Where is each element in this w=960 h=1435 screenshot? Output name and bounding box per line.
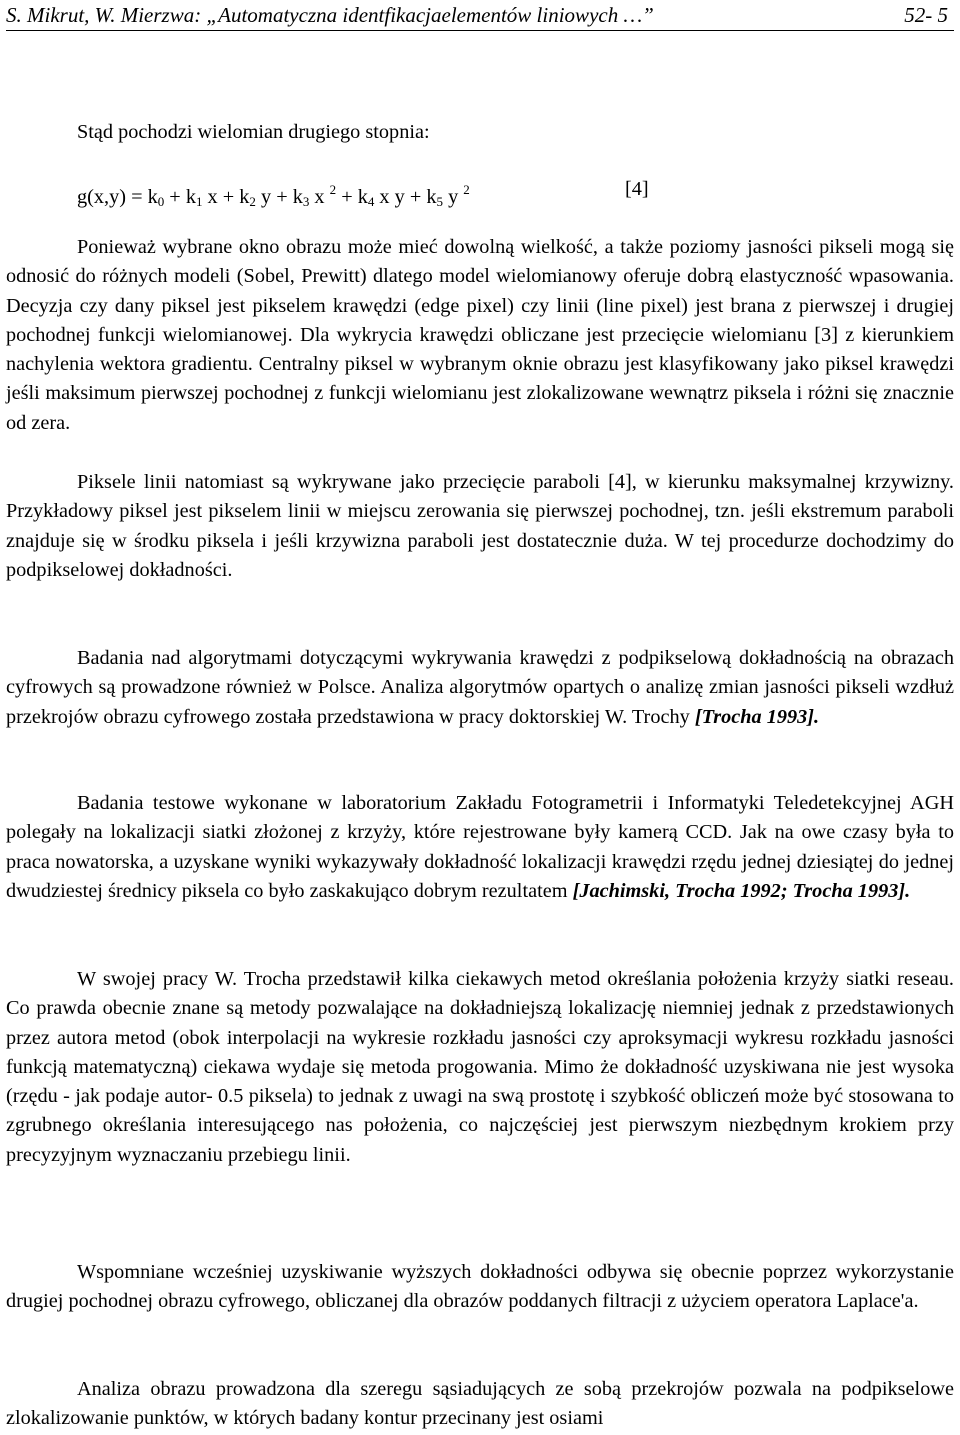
running-header — [6, 2, 954, 30]
equation: $g(x,y) = k_0 + k_1$ $x + k_2$ $y + k_3$ x $^2 + k_4$ x $y + k_5$ y $^2$ — [77, 182, 470, 209]
header-title: S. Mikrut, W. Mierzwa: „Automatyczna identfikacjaelementów liniowych …” — [6, 3, 654, 27]
paragraph-3: Badania nad algorytmami dotyczącymi wykrywania krawędzi z podpikselową dokładnością na obrazach cyfrowych są prowadzone również w Polsce. Analiza algorytmów opartych o analizę zmian jasności pikseli wzdłuż przekrojów obrazu cyfrowego została przedstawiona w pracy doktorskiej W. Trochy [Trocha 1993]. — [6, 647, 954, 728]
paragraph-1: Ponieważ wybrane okno obrazu może mieć dowolną wielkość, a także poziomy jasności pikseli mogą się odnosić do różnych modeli (Sobel, Prewitt) dlatego model wielomianowy oferuje dobrą elastyczność wpasowania. Decyzja czy dany piksel jest pikselem krawędzi (edge pixel) czy linii (line pixel) jest brana z pierwszej i drugiej pochodnej funkcji wielomianowej. Dla wykrycia krawędzi obliczane jest przecięcie wielomianu [3] z kierunkiem nachylenia wektora gradientu. Centralny piksel w wybranym oknie obrazu jest klasyfikowany jako piksel krawędzi jeśli maksimum pierwszej pochodnej z funkcji wielomianu jest zlokalizowane wewnątrz piksela i różni się znacznie od zera. — [6, 236, 954, 434]
paragraph-2: Piksele linii natomiast są wykrywane jako przecięcie paraboli [4], w kierunku maksymalnej krzywizny. Przykładowy piksel jest pikselem linii w miejscu zerowania się pierwszej pochodnej, tzn. jeśli ekstremum paraboli znajduje się w środku piksela i jeśli krzywizna paraboli jest dostatecznie duża. W tej procedurze dochodzimy do podpikselowej dokładności. — [6, 471, 954, 581]
paragraph-4: Badania testowe wykonane w laboratorium Zakładu Fotogrametrii i Informatyki Teledetekcyjnej AGH polegały na lokalizacji siatki złożonej z krzyży, które rejestrowane były kamerą CCD. Jak na owe czasy była to praca nowatorska, a uzyskane wyniki wykazywały dokładność lokalizacji krawędzi rzędu jednej dziesiątej do jednej dwudziestej średnicy piksela co było zaskakująco dobrym rezultatem [Jachimski, Trocha 1992; Trocha 1993]. — [6, 792, 954, 902]
paragraph-5: W swojej pracy W. Trocha przedstawił kilka ciekawych metod określania położenia krzyży siatki reseau. Co prawda obecnie znane są metody pozwalające na dokładniejszą lokalizację niemniej jednak z przedstawionych przez autora metod (obok interpolacji na wykresie rozkładu jasności czy aproksymacji wykresu rozkładu jasności funkcją matematyczną) ciekawa wydaje się metoda progowania. Mimo że dokładność uzyskiwana nie jest wysoka (rzędu - jak podaje autor- 0.5 piksela) to jednak z uwagi na swą prostotę i szybkość obliczeń może być stosowana to zgrubnego określania interesującego nas położenia, co najczęściej jest pierwszym niezbędnym krokiem przy precyzyjnym wyznaczaniu przebiegu linii. — [6, 968, 954, 1166]
citation: [Jachimski, Trocha 1992; Trocha 1993]. — [572, 879, 911, 902]
header-rule — [6, 30, 954, 31]
intro-line: Stąd pochodzi wielomian drugiego stopnia: — [77, 121, 430, 143]
paragraph-7: Analiza obrazu prowadzona dla szeregu sąsiadujących ze sobą przekrojów pozwala na podpikselowe zlokalizowanie punktów, w których badany kontur przecinany jest osiami — [6, 1378, 954, 1430]
citation: [Trocha 1993]. — [694, 705, 820, 728]
equation-number: [4] — [625, 178, 649, 200]
paragraph-6: Wspomniane wcześniej uzyskiwanie wyższych dokładności odbywa się obecnie poprzez wykorzystanie drugiej pochodnej obrazu cyfrowego, obliczanej dla obrazów poddanych filtracji z użyciem operatora Laplace'a. — [6, 1261, 954, 1313]
page-number: 52- 5 — [904, 3, 948, 27]
